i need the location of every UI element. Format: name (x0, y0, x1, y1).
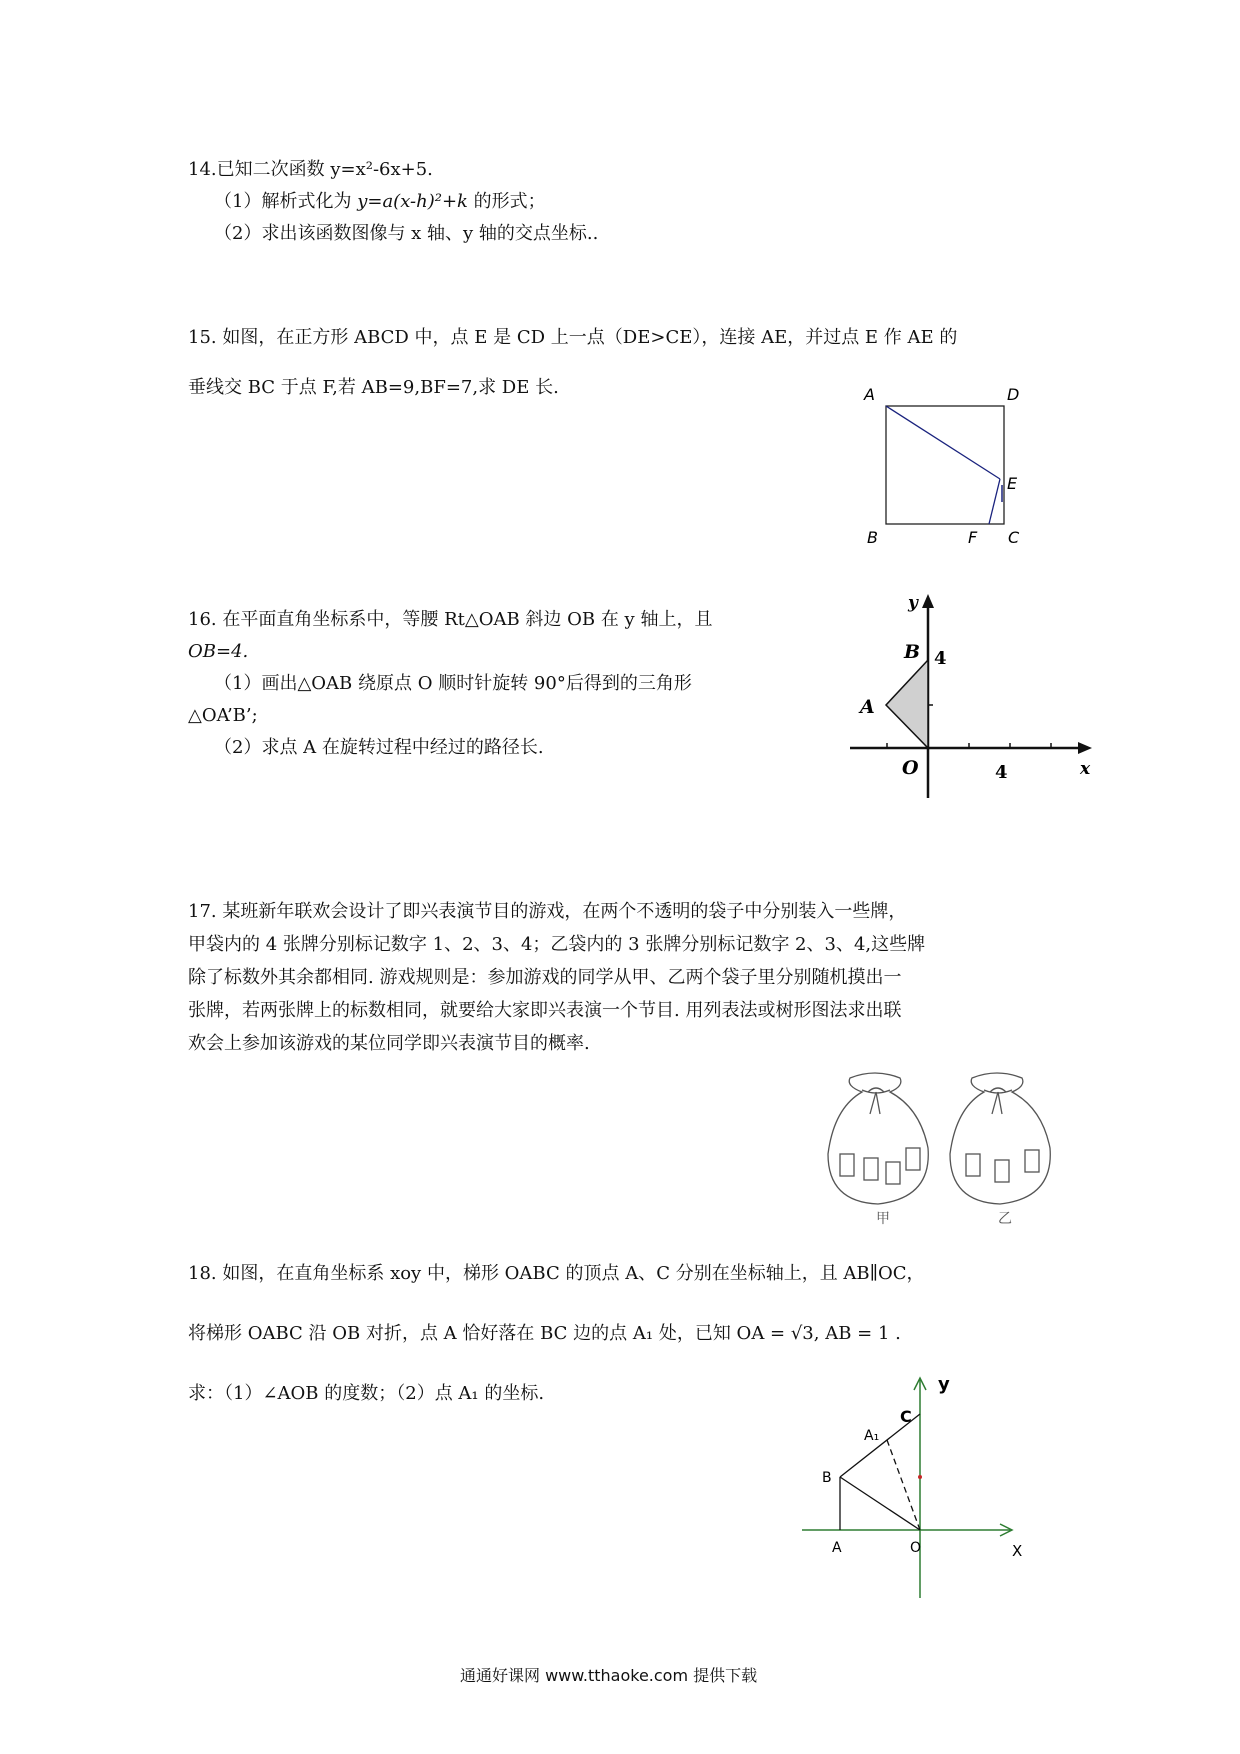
triangle-oab (886, 660, 928, 748)
q17-line5: 欢会上参加该游戏的某位同学即兴表演节目的概率. (188, 1033, 590, 1054)
label-a: A (832, 1540, 842, 1556)
label-c: C (900, 1407, 912, 1426)
q16-line3: （1）画出△OAB 绕原点 O 顺时针旋转 90°后得到的三角形 (214, 673, 692, 694)
label-e: E (1007, 474, 1018, 493)
label-c: C (1008, 528, 1020, 547)
label-b: B (904, 641, 921, 663)
segment-bo (840, 1477, 920, 1530)
q17-line1: 17. 某班新年联欢会设计了即兴表演节目的游戏，在两个不透明的袋子中分别装入一些牌， (188, 901, 907, 922)
q15-line2: 垂线交 BC 于点 F,若 AB=9,BF=7,求 DE 长. (188, 377, 559, 398)
point-on-y-axis (918, 1475, 922, 1479)
label-a1: A₁ (864, 1428, 880, 1444)
q18-line3: 求：（1）∠AOB 的度数；（2）点 A₁ 的坐标. (188, 1383, 545, 1404)
q14-part1-text: （1）解析式化为 (214, 191, 358, 212)
label-a: A (860, 696, 875, 718)
label-o: O (910, 1540, 922, 1556)
q17-line2: 甲袋内的 4 张牌分别标记数字 1、2、3、4；乙袋内的 3 张牌分别标记数字 2、3、4,这些牌 (188, 934, 926, 955)
q14-part1 (214, 190, 546, 214)
label-o: O (902, 757, 919, 779)
bag-yi (950, 1073, 1050, 1204)
label-b: B (822, 1470, 832, 1486)
label-y: y (908, 593, 918, 613)
q16-line2: OB=4. (188, 641, 249, 662)
q18-line1: 18. 如图，在直角坐标系 xoy 中，梯形 OABC 的顶点 A、C 分别在坐标轴上，且 AB∥OC， (188, 1263, 925, 1284)
label-b: B (867, 528, 878, 547)
q14-part2: （2）求出该函数图像与 x 轴、y 轴的交点坐标.. (214, 223, 599, 244)
tick-label-y4: 4 (934, 648, 947, 669)
q17-line3: 除了标数外其余都相同. 游戏规则是：参加游戏的同学从甲、乙两个袋子里分别随机摸出一 (188, 967, 902, 988)
label-y: y (938, 1374, 950, 1395)
label-x: X (1012, 1542, 1023, 1560)
q14-formula: y=a(x-h)²+k (357, 191, 468, 212)
tick-label-x4: 4 (995, 762, 1008, 783)
label-bag-yi: 乙 (998, 1211, 1012, 1227)
segment-ef (989, 479, 1000, 524)
label-d: D (1007, 385, 1020, 404)
q16-line4: △OA’B’; (188, 705, 258, 726)
q18-figure-trapezoid (790, 1368, 1060, 1608)
q15-line1: 15. 如图，在正方形 ABCD 中，点 E 是 CD 上一点（DE>CE），连接 AE，并过点 E 作 AE 的 (188, 327, 958, 348)
y-axis-arrow (922, 594, 934, 608)
footer-source: 通通好课网 www.tthaoke.com 提供下载 (460, 1666, 758, 1685)
bag-jia (828, 1073, 928, 1204)
q14-part1-suffix: 的形式； (467, 191, 546, 212)
label-f: F (968, 528, 978, 547)
q17-figure-bags (820, 1068, 1070, 1228)
segment-ae (886, 406, 1000, 479)
label-bag-jia: 甲 (876, 1211, 890, 1227)
q16-line1: 16. 在平面直角坐标系中，等腰 Rt△OAB 斜边 OB 在 y 轴上，且 (188, 609, 713, 630)
square-abcd (886, 406, 1004, 524)
segment-a1o-dashed (887, 1440, 920, 1530)
q18-line2: 将梯形 OABC 沿 OB 对折，点 A 恰好落在 BC 边的点 A₁ 处，已知 OA = √3, AB = 1 . (188, 1323, 901, 1344)
q16-figure-axes (830, 588, 1100, 808)
label-x: x (1080, 759, 1091, 779)
q15-figure-square (860, 380, 1060, 550)
q16-line5: （2）求点 A 在旋转过程中经过的路径长. (214, 737, 544, 758)
q17-line4: 张牌，若两张牌上的标数相同，就要给大家即兴表演一个节目. 用列表法或树形图法求出联 (188, 1000, 902, 1021)
x-axis-arrow (1078, 742, 1092, 754)
label-a: A (864, 385, 875, 404)
q14-title: 14.已知二次函数 y=x²-6x+5. (188, 159, 433, 180)
